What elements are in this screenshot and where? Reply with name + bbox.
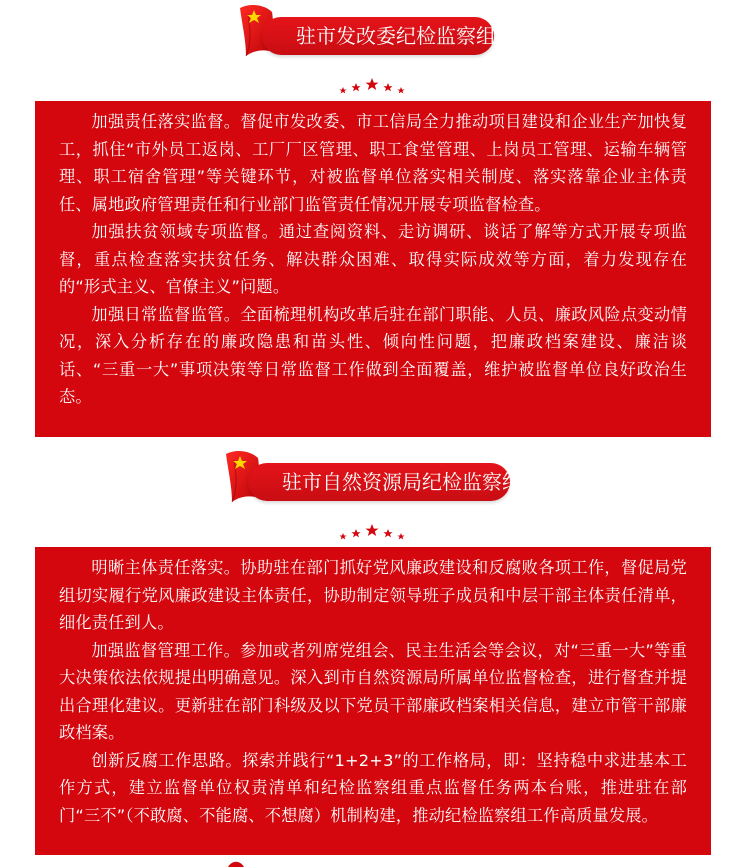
paragraph: 加强日常监督监管。全面梳理机构改革后驻在部门职能、人员、廉政风险点变动情况，深入分析存在的廉政隐患和苗头性、倾向性问题，把廉政档案建设、廉洁谈话、“三重一大”事项决策等日常监督工作做到全面覆盖，维护被监督单位良好政治生态。 — [59, 304, 687, 406]
paragraph: 创新反腐工作思路。探索并践行“1+2+3”的工作格局，即：坚持稳中求进基本工作方式，建立监督单位权责清单和纪检监察组重点监督任务两本台账，推进驻在部门“三不”（不敢腐、不能腐、不想腐）机制构建，推动纪检监察组工作高质量发展。 — [59, 750, 687, 825]
section-title: 驻市自然资源局纪检监察组 — [248, 463, 510, 501]
paragraph: 明晰主体责任落实。协助驻在部门抓好党风廉政建设和反腐败各项工作，督促局党组切实履行党风廉政建设主体责任，协助制定领导班子成员和中层干部主体责任清单，细化责任到人。 — [59, 558, 687, 632]
stars-ornament-icon — [337, 77, 407, 95]
content-panel — [35, 101, 711, 437]
content-panel — [35, 547, 711, 855]
paragraph: 加强监督管理工作。参加或者列席党组会、民主生活会等会议，对“三重一大”等重大决策依法依规提出明确意见。深入到市自然资源局所属单位监督检查，进行督查并提出合理化建议。更新驻在部门科级及以下党员干部廉政档案相关信息，建立市管干部廉政档案。 — [59, 640, 687, 742]
stars-ornament-icon — [337, 523, 407, 541]
party-flag-icon — [226, 858, 246, 867]
paragraph: 加强扶贫领域专项监督。通过查阅资料、走访调研、谈话了解等方式开展专项监督，重点检查落实扶贫任务、解决群众困难、取得实际成效等方面，着力发现存在的“形式主义、官僚主义”问题。 — [59, 222, 687, 296]
section-header-2 — [0, 446, 744, 508]
section-title: 驻市发改委纪检监察组 — [262, 17, 494, 55]
paragraph: 加强责任落实监督。督促市发改委、市工信局全力推动项目建设和企业生产加快复工，抓住“市外员工返岗、工厂厂区管理、职工食堂管理、上岗员工管理、运输车辆管理、职工宿舍管理”等关键环节，对被监督单位落实相关制度、落实落靠企业主体责任、属地政府管理责任和行业部门监管责任情况开展专项监督检查。 — [59, 112, 687, 214]
section-header-1 — [0, 0, 744, 62]
